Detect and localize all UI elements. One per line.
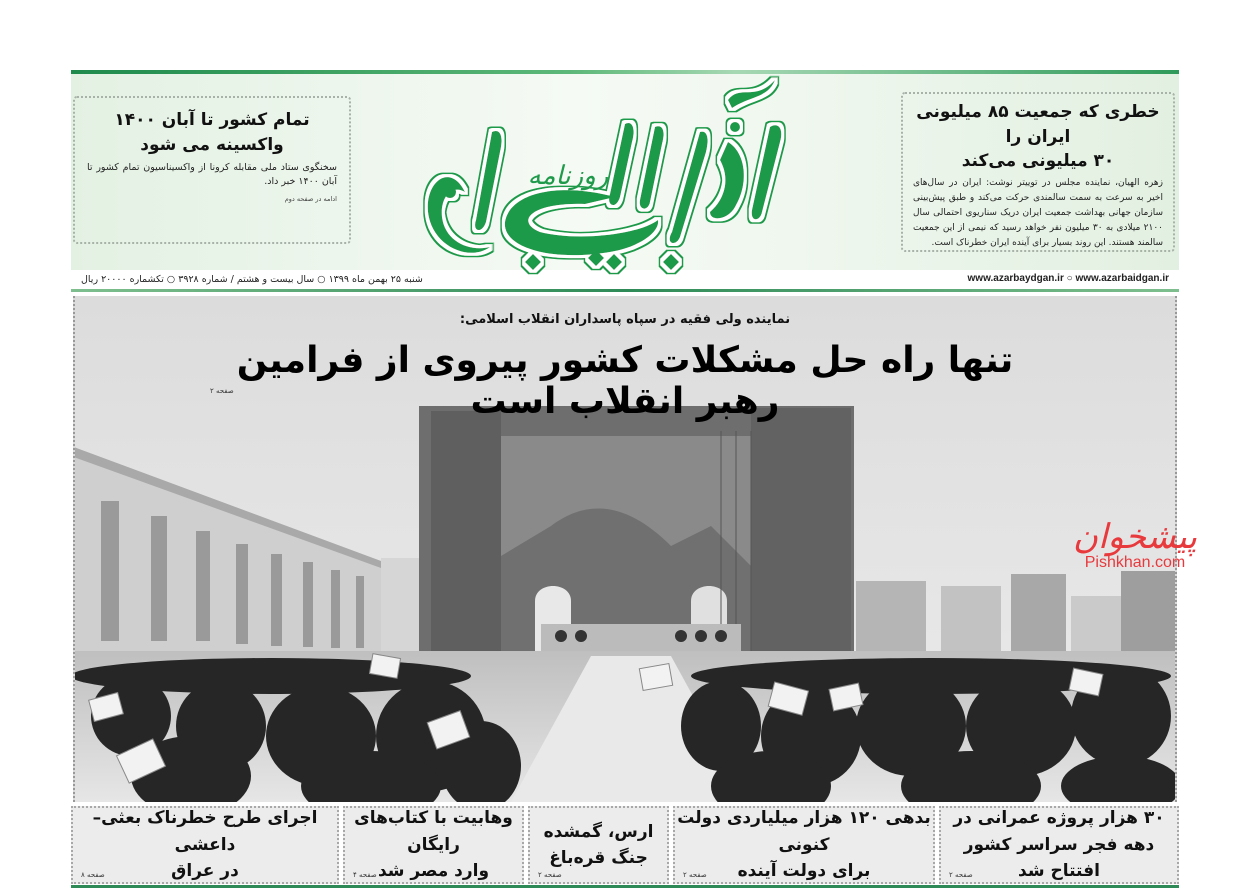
left-teaser-headline-1: تمام کشور تا آبان ۱۴۰۰ (114, 110, 310, 130)
bottom-teaser-5-line-2: در عراق (171, 861, 239, 882)
left-teaser-box[interactable] (73, 96, 351, 244)
bottom-teaser-5-page: صفحه ۸ (81, 871, 105, 879)
bottom-teaser-2-line-2: برای دولت آینده (737, 861, 871, 882)
bottom-teaser-2[interactable] (673, 806, 935, 884)
main-story-page-ref: صفحه ۲ (210, 387, 234, 395)
azarbaijan-calligraphy-logo (410, 72, 810, 287)
bottom-teaser-2-line-1: بدهی ۱۲۰ هزار میلیاردی دولت کنونی (677, 808, 931, 855)
bottom-teaser-4-page: صفحه ۴ (353, 871, 377, 879)
website-links[interactable]: www.azarbaydgan.ir ○ www.azarbaidgan.ir (967, 273, 1169, 284)
right-teaser-box[interactable] (901, 92, 1175, 252)
watermark-english: Pishkhan.com (1084, 554, 1186, 571)
logo-subtitle: روزنامه (527, 161, 609, 191)
bottom-rule (71, 885, 1179, 888)
left-teaser-continued: ادامه در صفحه دوم (284, 195, 337, 204)
issue-info-bar (71, 272, 1179, 292)
bottom-teaser-3[interactable] (528, 806, 669, 884)
left-teaser-body: سخنگوی ستاد ملی مقابله کرونا از واکسیناسیون تمام کشور تا آبان ۱۴۰۰ خبر داد. (87, 162, 337, 188)
bottom-teaser-4-line-2: وارد مصر شد (377, 861, 490, 882)
bottom-teaser-1-page: صفحه ۲ (949, 871, 973, 879)
left-teaser-headline-2: واکسینه می شود (140, 134, 284, 155)
right-teaser-headline-2: ۳۰ میلیونی می‌کند (961, 151, 1115, 172)
right-teaser-body: زهره الهیان، نماینده مجلس در توییتر نوشت: ایران در سال‌های اخیر به سرعت به سمت سالمندی حرکت می‌کند و طبق پیش‌بینی سازمان جهانی بهداشت جمعیت ایران دریک سناریوی احتمالی سال ۲۱۰۰ میلادی به ۳۰ میلیون نفر خواهد رسید که نیمی از این جمعیت سالمند هستند. این روند بسیار برای آینده ایران خطرناک است. (913, 177, 1163, 248)
issue-date-line: شنبه ۲۵ بهمن ماه ۱۳۹۹ ○ سال بیست و هشتم / شماره ۳۹۲۸ ○ تکشماره ۲۰۰۰۰ ریال (81, 274, 423, 285)
pishkhan-watermark (1070, 517, 1200, 572)
newspaper-logo (410, 72, 810, 287)
bottom-teaser-3-page: صفحه ۲ (538, 871, 562, 879)
bottom-teaser-1[interactable] (939, 806, 1179, 884)
right-teaser-headline-1: خطری که جمعیت ۸۵ میلیونی ایران را (916, 102, 1160, 147)
bottom-teaser-4-line-1: وهابیت با کتاب‌های رایگان (354, 808, 513, 855)
bottom-teasers (71, 806, 1179, 884)
bottom-teaser-4[interactable] (343, 806, 524, 884)
watermark-persian: پیشخوان (1073, 517, 1197, 557)
bottom-teaser-3-line-2: جنگ قره‌باغ (549, 848, 648, 868)
main-story-kicker: نماینده ولی فقیه در سپاه پاسداران انقلاب اسلامی: (459, 312, 791, 327)
bottom-teaser-2-page: صفحه ۲ (683, 871, 707, 879)
bottom-teaser-1-line-1: ۳۰ هزار پروژه عمرانی در (953, 808, 1165, 829)
bottom-teaser-3-line-1: ارس، گمشده (543, 821, 654, 842)
bottom-teaser-5[interactable] (71, 806, 339, 884)
bottom-teaser-5-line-1: اجرای طرح خطرناک بعثی– داعشی (92, 808, 318, 855)
bottom-teaser-1-line-2: دهه فجر سراسر کشور افتتاح شد (963, 834, 1155, 882)
main-story-headline[interactable]: تنها راه حل مشکلات کشور پیروی از فرامین رهبر انقلاب است (236, 340, 1014, 422)
